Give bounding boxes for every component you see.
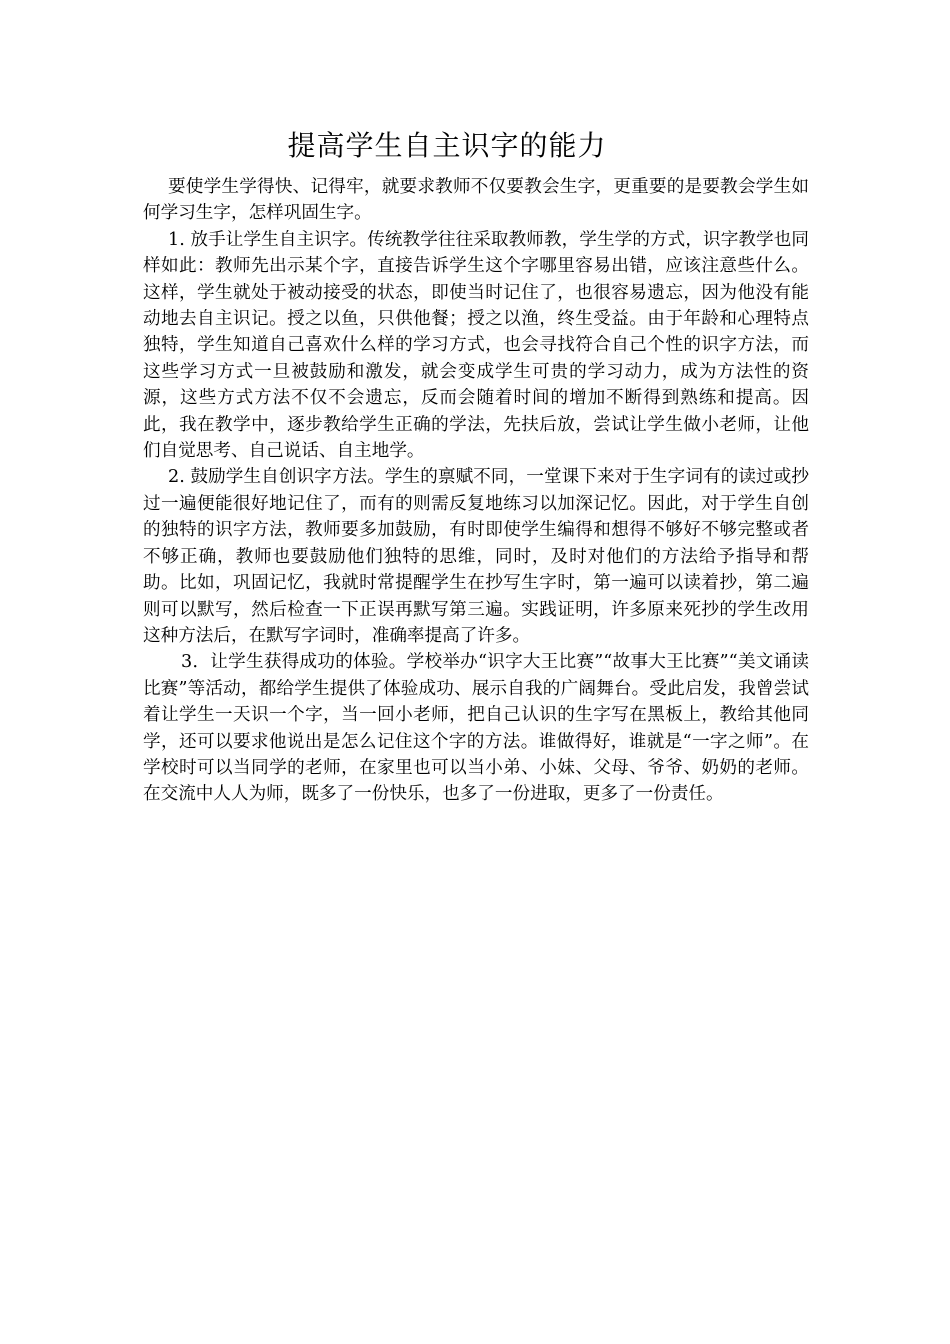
- paragraph-1: 1. 放手让学生自主识字。传统教学往往采取教师教，学生学的方式，识字教学也同样如此：教师先出示某个字，直接告诉学生这个字哪里容易出错，应该注意些什么。这样，学生就处于被动接受的状态，即使当时记住了，也很容易遗忘，因为他没有能动地去自主识记。授之以鱼，只供他餐；授之以渔，终生受益。由于年龄和心理特点独特，学生知道自己喜欢什么样的学习方式，也会寻找符合自己个性的识字方法，而这些学习方式一旦被鼓励和激发，就会变成学生可贵的学习动力，成为方法性的资源，这些方式方法不仅不会遗忘，反而会随着时间的增加不断得到熟练和提高。因此，我在教学中，逐步教给学生正确的学法，先扶后放，尝试让学生做小老师，让他们自觉思考、自己说话、自主地学。: [143, 229, 809, 462]
- document-title: 提高学生自主识字的能力: [287, 129, 607, 162]
- paragraph-2: 2. 鼓励学生自创识字方法。学生的禀赋不同，一堂课下来对于生字词有的读过或抄过一遍便能很好地记住了，而有的则需反复地练习以加深记忆。因此，对于学生自创的独特的识字方法，教师要多加鼓励，有时即使学生编得和想得不够好不够完整或者不够正确，教师也要鼓励他们独特的思维，同时，及时对他们的方法给予指导和帮助。比如，巩固记忆，我就时常提醒学生在抄写生字时，第一遍可以读着抄，第二遍则可以默写，然后检查一下正误再默写第三遍。实践证明，许多原来死抄的学生改用这种方法后，在默写字词时，准确率提高了许多。: [143, 467, 809, 646]
- document-body: [143, 174, 809, 808]
- paragraph-3: 3．让学生获得成功的体验。学校举办“识字大王比赛”“故事大王比赛”“美文诵读比赛”等活动，都给学生提供了体验成功、展示自我的广阔舞台。受此启发，我曾尝试着让学生一天识一个字，当一回小老师，把自己认识的生字写在黑板上，教给其他同学，还可以要求他说出是怎么记住这个字的方法。谁做得好，谁就是“一字之师”。在学校时可以当同学的老师，在家里也可以当小弟、小妹、父母、爷爷、奶奶的老师。在交流中人人为师，既多了一份快乐，也多了一份进取，更多了一份责任。: [143, 652, 809, 805]
- intro-paragraph: 要使学生学得快、记得牢，就要求教师不仅要教会生字，更重要的是要教会学生如何学习生字，怎样巩固生字。: [143, 177, 809, 224]
